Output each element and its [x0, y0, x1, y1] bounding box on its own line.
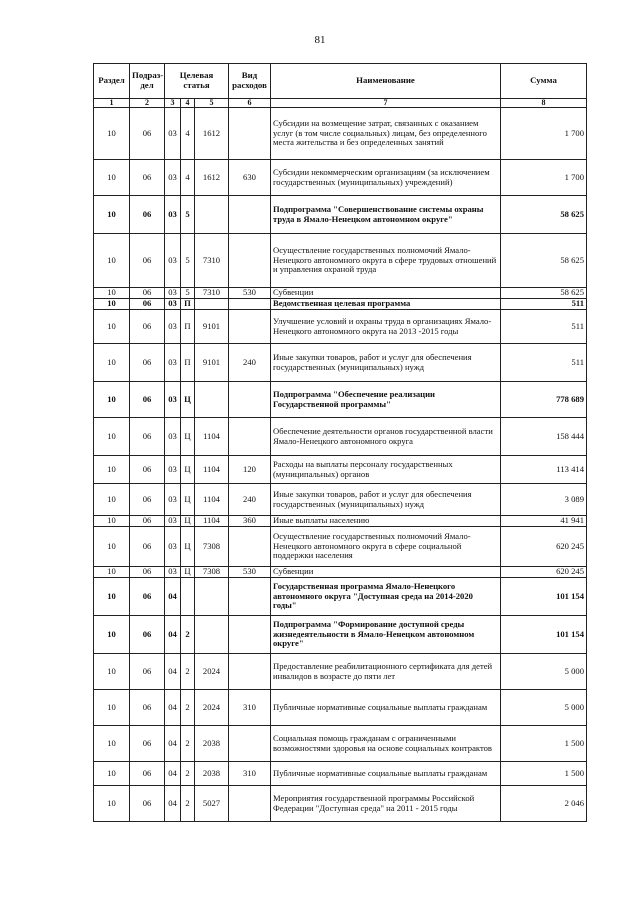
cell-direction: 7308	[195, 527, 229, 567]
cell-sum: 58 625	[501, 288, 587, 299]
cell-name: Социальная помощь гражданам с ограниченными возможностями здоровья на основе социальных контрактов	[271, 726, 501, 762]
cell-name: Подпрограмма "Обеспечение реализации Государственной программы"	[271, 382, 501, 418]
cell-name: Осуществление государственных полномочий Ямало-Ненецкого автономного округа в сфере социальной поддержки населения	[271, 527, 501, 567]
cell-name: Обеспечение деятельности органов государственной власти Ямало-Ненецкого автономного округа	[271, 418, 501, 456]
cell-expense-type: 530	[229, 567, 271, 578]
cell-subprogram	[181, 578, 195, 616]
cell-podrazdel: 06	[130, 654, 165, 690]
cell-razdel: 10	[94, 726, 130, 762]
table-row	[94, 196, 587, 234]
cell-program: 03	[165, 484, 181, 516]
cell-razdel: 10	[94, 299, 130, 310]
cell-podrazdel: 06	[130, 310, 165, 344]
header-podrazdel: Подраз-дел	[130, 64, 165, 99]
cell-program: 03	[165, 299, 181, 310]
cell-expense-type	[229, 310, 271, 344]
cell-direction: 2024	[195, 654, 229, 690]
cell-sum: 620 245	[501, 527, 587, 567]
cell-direction: 2038	[195, 726, 229, 762]
header-target-article: Целевая статья	[165, 64, 229, 99]
cell-expense-type	[229, 786, 271, 822]
column-number: 7	[271, 99, 501, 108]
cell-subprogram: 2	[181, 726, 195, 762]
cell-podrazdel: 06	[130, 456, 165, 484]
cell-podrazdel: 06	[130, 726, 165, 762]
cell-sum: 101 154	[501, 578, 587, 616]
table-row	[94, 516, 587, 527]
cell-sum: 511	[501, 299, 587, 310]
cell-podrazdel: 06	[130, 288, 165, 299]
cell-direction	[195, 299, 229, 310]
cell-podrazdel: 06	[130, 299, 165, 310]
cell-razdel: 10	[94, 578, 130, 616]
cell-direction: 2024	[195, 690, 229, 726]
cell-expense-type	[229, 108, 271, 160]
budget-table	[93, 63, 587, 822]
cell-razdel: 10	[94, 196, 130, 234]
cell-razdel: 10	[94, 310, 130, 344]
cell-name: Ведомственная целевая программа	[271, 299, 501, 310]
table-row	[94, 160, 587, 196]
page-number: 81	[314, 34, 326, 46]
column-number-row	[94, 99, 587, 108]
cell-direction: 5027	[195, 786, 229, 822]
table-row	[94, 762, 587, 786]
cell-program: 03	[165, 108, 181, 160]
cell-expense-type	[229, 654, 271, 690]
cell-razdel: 10	[94, 344, 130, 382]
cell-program: 03	[165, 234, 181, 288]
cell-expense-type: 530	[229, 288, 271, 299]
cell-expense-type: 310	[229, 690, 271, 726]
cell-name: Иные выплаты населению	[271, 516, 501, 527]
cell-name: Осуществление государственных полномочий Ямало-Ненецкого автономного округа в сфере трудовых отношений и управления охраной труда	[271, 234, 501, 288]
cell-program: 03	[165, 288, 181, 299]
cell-podrazdel: 06	[130, 196, 165, 234]
cell-name: Субвенции	[271, 288, 501, 299]
column-number: 2	[130, 99, 165, 108]
cell-sum: 3 089	[501, 484, 587, 516]
cell-podrazdel: 06	[130, 234, 165, 288]
cell-subprogram: П	[181, 310, 195, 344]
cell-direction: 9101	[195, 344, 229, 382]
cell-razdel: 10	[94, 616, 130, 654]
cell-podrazdel: 06	[130, 527, 165, 567]
cell-razdel: 10	[94, 382, 130, 418]
cell-direction: 1612	[195, 108, 229, 160]
column-number: 8	[501, 99, 587, 108]
cell-direction: 1612	[195, 160, 229, 196]
cell-sum: 58 625	[501, 234, 587, 288]
cell-razdel: 10	[94, 456, 130, 484]
cell-name: Улучшение условий и охраны труда в организациях Ямало-Ненецкого автономного округа на 2013 -2015 годы	[271, 310, 501, 344]
cell-razdel: 10	[94, 654, 130, 690]
cell-program: 03	[165, 418, 181, 456]
cell-podrazdel: 06	[130, 382, 165, 418]
cell-podrazdel: 06	[130, 344, 165, 382]
cell-razdel: 10	[94, 288, 130, 299]
cell-sum: 5 000	[501, 654, 587, 690]
cell-name: Подпрограмма "Совершенствование системы охраны труда в Ямало-Ненецком автономном округе"	[271, 196, 501, 234]
cell-razdel: 10	[94, 418, 130, 456]
cell-sum: 113 414	[501, 456, 587, 484]
cell-expense-type	[229, 299, 271, 310]
cell-sum: 1 700	[501, 160, 587, 196]
table-row	[94, 288, 587, 299]
cell-sum: 2 046	[501, 786, 587, 822]
cell-subprogram: Ц	[181, 567, 195, 578]
column-number: 6	[229, 99, 271, 108]
cell-sum: 511	[501, 344, 587, 382]
cell-expense-type	[229, 527, 271, 567]
table-row	[94, 726, 587, 762]
cell-expense-type	[229, 616, 271, 654]
cell-sum: 511	[501, 310, 587, 344]
table-row	[94, 567, 587, 578]
cell-podrazdel: 06	[130, 484, 165, 516]
cell-razdel: 10	[94, 567, 130, 578]
cell-razdel: 10	[94, 762, 130, 786]
cell-razdel: 10	[94, 516, 130, 527]
cell-program: 04	[165, 786, 181, 822]
table-row	[94, 690, 587, 726]
cell-name: Мероприятия государственной программы Российской Федерации "Доступная среда" на 2011 - 2015 годы	[271, 786, 501, 822]
cell-subprogram: П	[181, 299, 195, 310]
cell-razdel: 10	[94, 690, 130, 726]
cell-razdel: 10	[94, 160, 130, 196]
cell-subprogram: 2	[181, 762, 195, 786]
cell-podrazdel: 06	[130, 616, 165, 654]
cell-name: Субвенции	[271, 567, 501, 578]
cell-program: 03	[165, 567, 181, 578]
cell-expense-type	[229, 234, 271, 288]
cell-program: 04	[165, 762, 181, 786]
cell-program: 03	[165, 456, 181, 484]
cell-razdel: 10	[94, 484, 130, 516]
cell-expense-type	[229, 418, 271, 456]
cell-program: 03	[165, 382, 181, 418]
cell-expense-type: 240	[229, 484, 271, 516]
cell-expense-type	[229, 726, 271, 762]
table-row	[94, 456, 587, 484]
table-row	[94, 786, 587, 822]
cell-direction: 7308	[195, 567, 229, 578]
cell-program: 03	[165, 527, 181, 567]
cell-subprogram: Ц	[181, 516, 195, 527]
cell-expense-type: 120	[229, 456, 271, 484]
cell-sum: 1 500	[501, 726, 587, 762]
cell-direction	[195, 196, 229, 234]
table-row	[94, 299, 587, 310]
cell-name: Иные закупки товаров, работ и услуг для обеспечения государственных (муниципальных) нужд	[271, 484, 501, 516]
cell-subprogram: Ц	[181, 484, 195, 516]
cell-podrazdel: 06	[130, 762, 165, 786]
table-body	[94, 108, 587, 822]
cell-subprogram: П	[181, 344, 195, 382]
cell-sum: 620 245	[501, 567, 587, 578]
cell-sum: 5 000	[501, 690, 587, 726]
cell-subprogram: 4	[181, 108, 195, 160]
cell-sum: 101 154	[501, 616, 587, 654]
cell-name: Публичные нормативные социальные выплаты гражданам	[271, 690, 501, 726]
cell-razdel: 10	[94, 786, 130, 822]
header-name: Наименование	[271, 64, 501, 99]
cell-program: 04	[165, 654, 181, 690]
table-row	[94, 578, 587, 616]
cell-direction: 1104	[195, 516, 229, 527]
cell-name: Публичные нормативные социальные выплаты гражданам	[271, 762, 501, 786]
cell-direction: 7310	[195, 234, 229, 288]
cell-program: 03	[165, 196, 181, 234]
table-row	[94, 527, 587, 567]
cell-subprogram: Ц	[181, 418, 195, 456]
cell-program: 03	[165, 344, 181, 382]
cell-program: 04	[165, 690, 181, 726]
header-row	[94, 64, 587, 99]
header-sum: Сумма	[501, 64, 587, 99]
cell-subprogram: Ц	[181, 527, 195, 567]
cell-expense-type	[229, 578, 271, 616]
cell-expense-type: 310	[229, 762, 271, 786]
cell-subprogram: 2	[181, 786, 195, 822]
cell-podrazdel: 06	[130, 567, 165, 578]
cell-name: Расходы на выплаты персоналу государственных (муниципальных) органов	[271, 456, 501, 484]
cell-subprogram: 2	[181, 654, 195, 690]
cell-program: 03	[165, 310, 181, 344]
cell-direction: 7310	[195, 288, 229, 299]
cell-razdel: 10	[94, 234, 130, 288]
cell-name: Субсидии некоммерческим организациям (за исключением государственных (муниципальных) учреждений)	[271, 160, 501, 196]
cell-subprogram: 5	[181, 288, 195, 299]
cell-subprogram: Ц	[181, 382, 195, 418]
cell-podrazdel: 06	[130, 578, 165, 616]
cell-direction: 1104	[195, 456, 229, 484]
table-row	[94, 310, 587, 344]
table-row	[94, 344, 587, 382]
cell-direction	[195, 382, 229, 418]
cell-expense-type: 240	[229, 344, 271, 382]
cell-subprogram: 2	[181, 690, 195, 726]
cell-subprogram: Ц	[181, 456, 195, 484]
cell-sum: 1 700	[501, 108, 587, 160]
cell-razdel: 10	[94, 527, 130, 567]
cell-expense-type	[229, 382, 271, 418]
cell-podrazdel: 06	[130, 690, 165, 726]
table-row	[94, 654, 587, 690]
table-row	[94, 108, 587, 160]
cell-subprogram: 2	[181, 616, 195, 654]
header-expense-type: Вид расходов	[229, 64, 271, 99]
table-row	[94, 382, 587, 418]
cell-direction: 2038	[195, 762, 229, 786]
cell-razdel: 10	[94, 108, 130, 160]
column-number: 4	[181, 99, 195, 108]
cell-name: Иные закупки товаров, работ и услуг для обеспечения государственных (муниципальных) нужд	[271, 344, 501, 382]
column-number: 1	[94, 99, 130, 108]
cell-program: 03	[165, 160, 181, 196]
cell-subprogram: 4	[181, 160, 195, 196]
cell-podrazdel: 06	[130, 108, 165, 160]
table-row	[94, 484, 587, 516]
cell-program: 04	[165, 578, 181, 616]
table-row	[94, 616, 587, 654]
cell-expense-type: 630	[229, 160, 271, 196]
cell-sum: 58 625	[501, 196, 587, 234]
header-razdel: Раздел	[94, 64, 130, 99]
cell-podrazdel: 06	[130, 516, 165, 527]
cell-direction	[195, 578, 229, 616]
cell-name: Субсидии на возмещение затрат, связанных с оказанием услуг (в том числе социальных) лицам, без определенного места жительства и без определенных занятий	[271, 108, 501, 160]
cell-direction: 1104	[195, 418, 229, 456]
cell-name: Государственная программа Ямало-Ненецкого автономного округа "Доступная среда на 2014-2020 годы"	[271, 578, 501, 616]
cell-expense-type: 360	[229, 516, 271, 527]
cell-name: Подпрограмма "Формирование доступной среды жизнедеятельности в Ямало-Ненецком автономном округе"	[271, 616, 501, 654]
cell-sum: 158 444	[501, 418, 587, 456]
cell-podrazdel: 06	[130, 418, 165, 456]
column-number: 3	[165, 99, 181, 108]
table-row	[94, 418, 587, 456]
cell-sum: 41 941	[501, 516, 587, 527]
cell-direction: 1104	[195, 484, 229, 516]
cell-direction: 9101	[195, 310, 229, 344]
cell-program: 04	[165, 616, 181, 654]
cell-direction	[195, 616, 229, 654]
cell-subprogram: 5	[181, 234, 195, 288]
cell-program: 04	[165, 726, 181, 762]
table-row	[94, 234, 587, 288]
cell-name: Предоставление реабилитационного сертификата для детей инвалидов в возрасте до пяти лет	[271, 654, 501, 690]
cell-podrazdel: 06	[130, 786, 165, 822]
column-number: 5	[195, 99, 229, 108]
cell-subprogram: 5	[181, 196, 195, 234]
cell-program: 03	[165, 516, 181, 527]
cell-expense-type	[229, 196, 271, 234]
cell-sum: 1 500	[501, 762, 587, 786]
cell-podrazdel: 06	[130, 160, 165, 196]
cell-sum: 778 689	[501, 382, 587, 418]
